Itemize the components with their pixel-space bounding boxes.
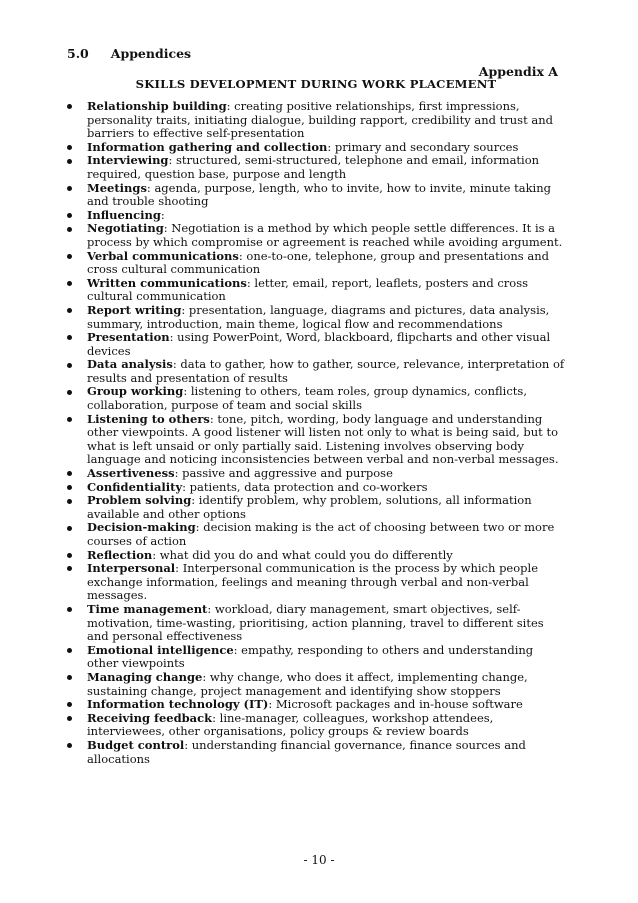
bullet-icon [67,549,73,563]
skill-item [67,494,567,521]
skill-item [67,358,567,385]
skill-term: Information technology (IT) [87,697,269,712]
skill-item [67,603,567,644]
bullet-icon [67,603,73,617]
skill-term: Interviewing [87,153,169,168]
skill-item [67,413,567,467]
bullet-icon [67,739,73,753]
skill-description: : what did you do and what could you do differently [152,547,453,562]
skill-item [67,141,567,155]
skill-item [67,521,567,548]
bullet-icon [67,222,73,236]
skill-term: Influencing [87,207,161,222]
section-title: Appendices [110,46,192,61]
skill-term: Verbal communications [87,248,239,263]
skill-term: Negotiating [87,221,164,236]
skill-term: Presentation [87,330,170,345]
appendix-label: Appendix A [478,64,558,79]
bullet-icon [67,562,73,576]
bullet-icon [67,671,73,685]
skill-item [67,182,567,209]
skill-description: : [160,207,165,222]
skill-description: : one-to-one, telephone, group and presentations and cross cultural communication [87,248,549,277]
bullet-icon [67,644,73,658]
skill-description: : Microsoft packages and in-house software [268,697,523,712]
skill-item [67,250,567,277]
bullet-icon [67,154,73,168]
skill-term: Time management [87,601,208,616]
bullet-icon [67,467,73,481]
skill-item [67,739,567,766]
bullet-icon [67,277,73,291]
bullet-icon [67,481,73,495]
skill-term: Confidentiality [87,479,183,494]
skill-item [67,712,567,739]
skill-description: : why change, who does it affect, implementing change, sustaining change, project management and identifying show stoppers [87,669,528,698]
skill-description: : structured, semi-structured, telephone and email, information required, question base, purpose and length [87,153,540,181]
skill-term: Listening to others [87,411,210,426]
skill-item [67,481,567,495]
skill-term: Report writing [87,302,182,317]
skill-description: : presentation, language, diagrams and pictures, data analysis, summary, introduction, main theme, logical flow and recommendations [87,302,550,331]
skill-item [67,209,567,223]
skill-item [67,222,567,249]
skill-description: : Interpersonal communication is the process by which people exchange information, feelings and meaning through verbal and non-verbal messages. [87,561,539,603]
skill-term: Receiving feedback [87,710,213,725]
skill-description: : understanding financial governance, finance sources and allocations [87,737,526,766]
skill-description: : using PowerPoint, Word, blackboard, flipcharts and other visual devices [87,330,551,358]
skill-description: : tone, pitch, wording, body language and understanding other viewpoints. A good listener will listen not only to what is being said, but to what is left unsaid or only partially said. Listening involves observing body language and noticing inconsistencies between verbal and non-verbal messages. [87,411,559,467]
skill-term: Meetings [87,180,147,195]
skill-term: Problem solving [87,493,192,508]
skill-term: Data analysis [87,357,173,372]
skill-description: : primary and secondary sources [327,139,519,154]
skill-description: : Negotiation is a method by which people settle differences. It is a process by which compromise or agreement is reached while avoiding argument. [87,221,563,249]
bullet-icon [67,100,73,114]
skill-description: : patients, data protection and co-workers [182,479,428,494]
skill-item [67,644,567,671]
skill-term: Emotional intelligence [87,642,234,657]
bullet-icon [67,358,73,372]
skill-item [67,562,567,603]
skill-description: : workload, diary management, smart objectives, self-motivation, time-wasting, prioritising, action planning, travel to different sites and personal effectiveness [87,601,544,644]
skills-list [67,100,567,766]
document-title-text: SKILLS DEVELOPMENT DURING WORK PLACEMENT [135,77,497,91]
skill-description: : listening to others, team roles, group dynamics, conflicts, collaboration, purpose of team and social skills [87,384,527,413]
skill-description: : passive and aggressive and purpose [174,466,393,481]
bullet-icon [67,494,73,508]
bullet-icon [67,141,73,155]
bullet-icon [67,698,73,712]
skill-description: : line-manager, colleagues, workshop attendees, interviewees, other organisations, policy groups & review boards [87,710,494,739]
bullet-icon [67,209,73,223]
bullet-icon [67,304,73,318]
skill-description: : identify problem, why problem, solutions, all information available and other options [87,493,532,521]
skill-item [67,385,567,412]
skill-item [67,304,567,331]
skill-term: Reflection [87,547,153,562]
skill-item [67,671,567,698]
skill-item [67,549,567,563]
skill-description: : creating positive relationships, first impressions, personality traits, initiating dialogue, building rapport, credibility and trust and barriers to effective self-presentation [87,99,553,141]
bullet-icon [67,712,73,726]
skill-description: : decision making is the act of choosing between two or more courses of action [87,520,555,548]
document-title [0,77,638,91]
bullet-icon [67,521,73,535]
skill-description: : letter, email, report, leaflets, posters and cross cultural communication [87,275,528,304]
section-number: 5.0 [67,46,89,61]
skill-description: : agenda, purpose, length, who to invite, how to invite, minute taking and trouble shooting [87,180,551,209]
skill-item [67,154,567,181]
skill-term: Assertiveness [87,466,175,481]
skill-description: : empathy, responding to others and understanding other viewpoints [87,642,534,671]
bullet-icon [67,250,73,264]
skill-term: Group working [87,384,184,399]
skill-term: Managing change [87,669,203,684]
skill-item [67,331,567,358]
skill-term: Interpersonal [87,561,176,576]
bullet-icon [67,331,73,345]
skill-term: Budget control [87,737,185,752]
skill-term: Written communications [87,275,247,290]
skill-term: Decision-making [87,520,196,535]
bullet-icon [67,385,73,399]
skill-item [67,277,567,304]
skill-item [67,467,567,481]
bullet-icon [67,413,73,427]
skill-description: : data to gather, how to gather, source, relevance, interpretation of results and presentation of results [87,357,565,385]
page-number: - 10 - [303,853,335,867]
skill-item [67,100,567,141]
skill-term: Relationship building [87,99,227,113]
skill-item [67,698,567,712]
skill-term: Information gathering and collection [87,139,328,154]
section-heading [67,46,191,61]
bullet-icon [67,182,73,196]
